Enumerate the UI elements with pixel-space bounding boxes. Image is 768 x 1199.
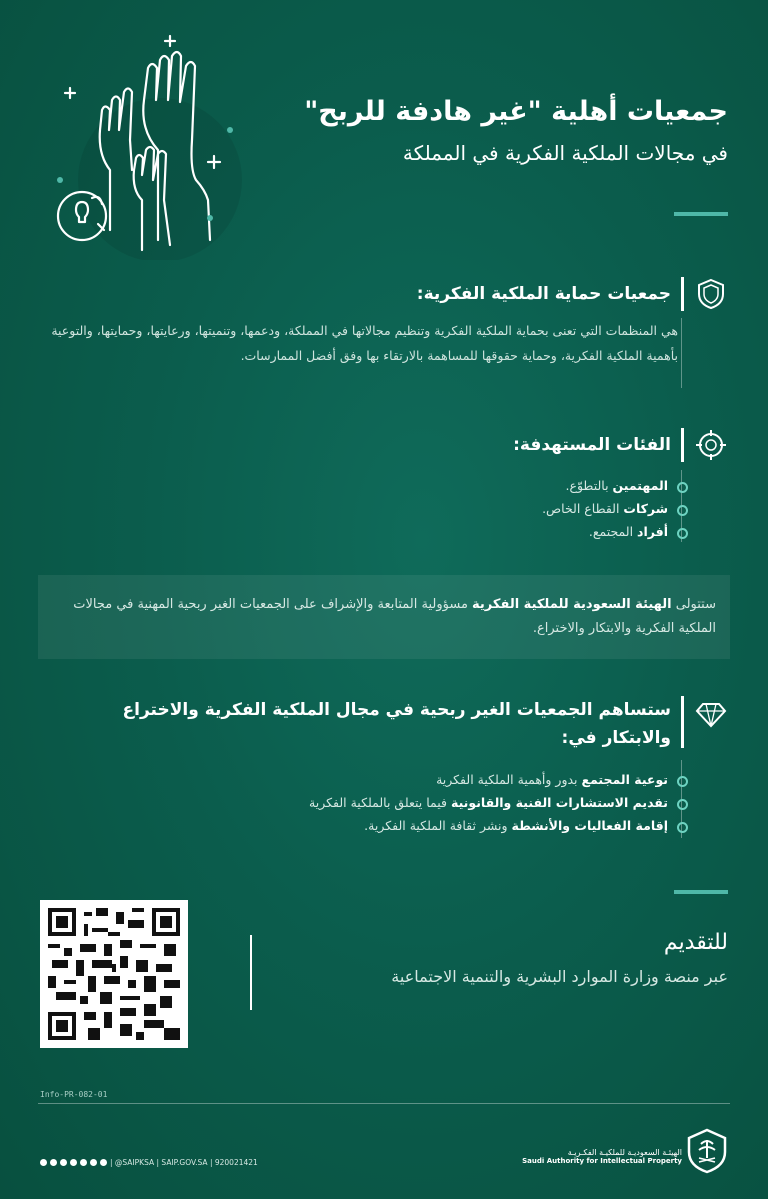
apply-divider-line xyxy=(250,935,252,1010)
saip-logo-icon xyxy=(686,1128,728,1174)
section-contribution-header xyxy=(38,696,728,752)
instagram-icon[interactable] xyxy=(60,1159,67,1166)
target-groups-list xyxy=(88,474,688,543)
section-body: هي المنظمات التي تعنى بحماية الملكية الفكرية وتنظيم مجالاتها في المملكة، ودعمها، وتنميتها، ورعايتها، وحمايتها، والتوعية بأهمية الملكية الفكرية، وحماية حقوقها للمساهمة بالارتقاء بها وفق أفضل الممارسات. xyxy=(51,323,678,363)
section-title: جمعيات حماية الملكية الفكرية: xyxy=(416,284,671,304)
qr-code[interactable] xyxy=(40,900,188,1048)
target-icon xyxy=(694,428,728,462)
apply-subtitle: عبر منصة وزارة الموارد البشرية والتنمية الاجتماعية xyxy=(391,967,728,986)
section-targets-header xyxy=(38,425,728,465)
section-divider-bar xyxy=(681,696,684,748)
document-reference: Info-PR-082-01 xyxy=(40,1090,108,1099)
organization-name-en: Saudi Authority for Intellectual Property xyxy=(522,1157,682,1165)
twitter-icon[interactable] xyxy=(50,1159,57,1166)
diamond-icon xyxy=(694,696,728,730)
section-divider-bar xyxy=(681,277,684,311)
social-handles: | @SAIPKSA | SAIP.GOV.SA | 920021421 xyxy=(110,1158,258,1167)
page-subtitle: في مجالات الملكية الفكرية في المملكة xyxy=(402,141,728,165)
list-item: توعية المجتمع بدور وأهمية الملكية الفكرية xyxy=(88,768,688,791)
list-item: المهتمين بالتطوّع. xyxy=(88,474,688,497)
shield-icon xyxy=(694,277,728,311)
raised-hands-illustration xyxy=(40,30,250,260)
email-icon[interactable] xyxy=(100,1159,107,1166)
apply-title: للتقديم xyxy=(663,930,728,955)
page-title: جمعيات أهلية "غير هادفة للربح" xyxy=(304,96,728,127)
organization-name xyxy=(522,1148,682,1165)
footer-divider xyxy=(38,1103,730,1104)
qr-code-image xyxy=(48,908,180,1040)
apply-accent-line xyxy=(674,890,728,894)
contribution-list xyxy=(88,768,688,837)
linkedin-icon[interactable] xyxy=(70,1159,77,1166)
snapchat-icon[interactable] xyxy=(90,1159,97,1166)
title-accent-line xyxy=(674,212,728,216)
supervision-callout: ستتولى الهيئة السعودية للملكية الفكرية مسؤولية المتابعة والإشراف على الجمعيات الغير ربحية المهنية في مجالات الملكية الفكرية والابتكار والاختراع. xyxy=(38,575,730,659)
list-item: إقامة الفعاليات والأنشطة ونشر ثقافة الملكية الفكرية. xyxy=(88,814,688,837)
list-item: شركات القطاع الخاص. xyxy=(88,497,688,520)
section-protection-header xyxy=(38,274,728,314)
section-title: الفئات المستهدفة: xyxy=(513,435,671,455)
facebook-icon[interactable] xyxy=(40,1159,47,1166)
list-item: أفراد المجتمع. xyxy=(88,520,688,543)
social-links xyxy=(40,1158,258,1167)
section-title: ستساهم الجمعيات الغير ربحية في مجال الملكية الفكرية والاختراع والابتكار في: xyxy=(122,700,671,748)
section-divider-bar xyxy=(681,428,684,462)
list-item: تقديم الاستشارات الفنية والقانونية فيما يتعلق بالملكية الفكرية xyxy=(88,791,688,814)
organization-name-ar: الهيئـة السعوديـة للملكيـة الفكـريـة xyxy=(567,1148,682,1157)
youtube-icon[interactable] xyxy=(80,1159,87,1166)
